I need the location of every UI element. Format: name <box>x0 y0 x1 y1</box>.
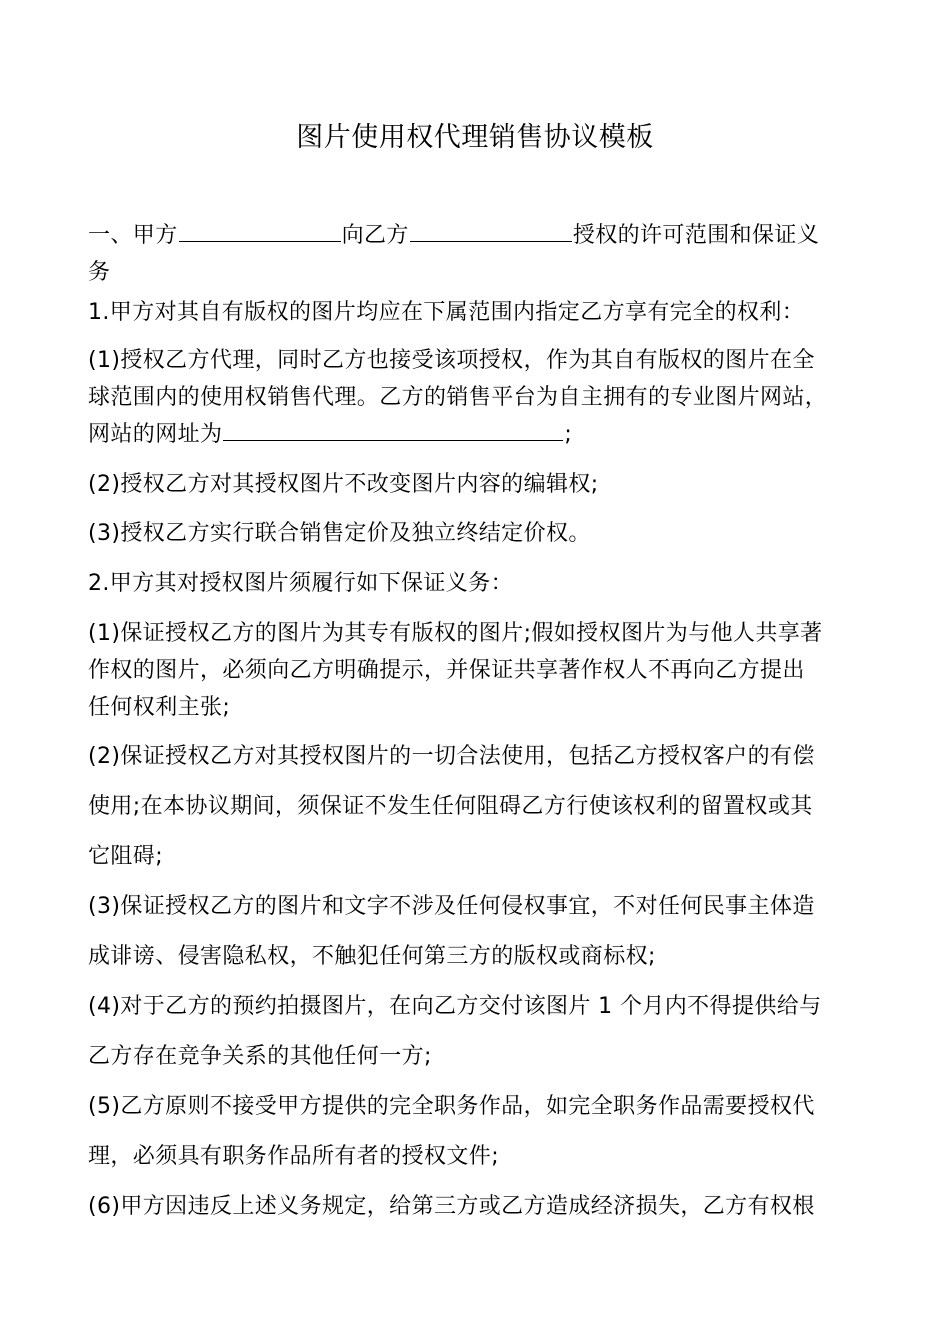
item-1-1 <box>88 342 868 453</box>
item-1-3: (3)授权乙方实行联合销售定价及独立终结定价权。 <box>88 521 591 546</box>
item-2-3 <box>88 882 868 982</box>
item-2-2-line-1: (2)保证授权乙方对其授权图片的一切合法使用，包括乙方授权客户的有偿 <box>88 744 815 769</box>
section-1-line-1 <box>88 217 868 254</box>
item-2-6-line-1: (6)甲方因违反上述义务规定，给第三方或乙方造成经济损失，乙方有权根 <box>88 1194 815 1219</box>
item-2-4-line-1: (4)对于乙方的预约拍摄图片，在向乙方交付该图片 1 个月内不得提供给与 <box>88 994 822 1019</box>
item-2-1-line-1: (1)保证授权乙方的图片为其专有版权的图片;假如授权图片为与他人共享著 <box>88 621 823 646</box>
section-1-line-2: 务 <box>88 260 111 285</box>
item-2-4-line-2: 乙方存在竞争关系的其他任何一方; <box>88 1044 432 1069</box>
item-1-1-line-1: (1)授权乙方代理，同时乙方也接受该项授权，作为其自有版权的图片在全 <box>88 348 815 373</box>
item-1-1-line-2: 球范围内的使用权销售代理。乙方的销售平台为自主拥有的专业图片网站， <box>88 385 828 410</box>
item-1: 1.甲方对其自有版权的图片均应在下属范围内指定乙方享有完全的权利： <box>88 300 805 325</box>
item-2-5 <box>88 1082 868 1182</box>
party-a-blank <box>179 219 341 242</box>
section-1-heading-text: 授权的许可范围和保证义 <box>572 223 820 248</box>
section-1-heading <box>88 217 868 291</box>
item-2: 2.甲方其对授权图片须履行如下保证义务： <box>88 571 513 596</box>
item-2-3-line-1: (3)保证授权乙方的图片和文字不涉及任何侵权事宜，不对任何民事主体造 <box>88 894 815 919</box>
document-title: 图片使用权代理销售协议模板 <box>296 122 654 153</box>
item-2-2-line-3: 它阻碍; <box>88 844 164 869</box>
item-2-2-line-2: 使用;在本协议期间，须保证不发生任何阻碍乙方行使该权利的留置权或其 <box>88 794 813 819</box>
party-a-label: 一、甲方 <box>88 223 178 248</box>
party-b-blank <box>410 219 572 242</box>
item-2-2 <box>88 732 868 882</box>
item-2-1-line-2: 作权的图片，必须向乙方明确提示，并保证共享著作权人不再向乙方提出 <box>88 658 805 683</box>
item-2-5-line-1: (5)乙方原则不接受甲方提供的完全职务作品，如完全职务作品需要授权代 <box>88 1094 815 1119</box>
item-2-1 <box>88 615 868 726</box>
website-line-end: ; <box>564 422 573 447</box>
item-2-6 <box>88 1182 868 1232</box>
item-2-4 <box>88 982 868 1082</box>
party-b-label: 向乙方 <box>341 223 409 248</box>
item-2-1-line-3: 任何权利主张; <box>88 695 231 720</box>
item-2-5-line-2: 理，必须具有职务作品所有者的授权文件; <box>88 1144 500 1169</box>
item-1-2: (2)授权乙方对其授权图片不改变图片内容的编辑权; <box>88 472 599 497</box>
item-1-1-line-3 <box>88 416 868 453</box>
website-label: 网站的网址为 <box>88 422 223 447</box>
item-2-3-line-2: 成诽谤、侵害隐私权，不触犯任何第三方的版权或商标权; <box>88 944 656 969</box>
website-blank <box>223 418 563 441</box>
